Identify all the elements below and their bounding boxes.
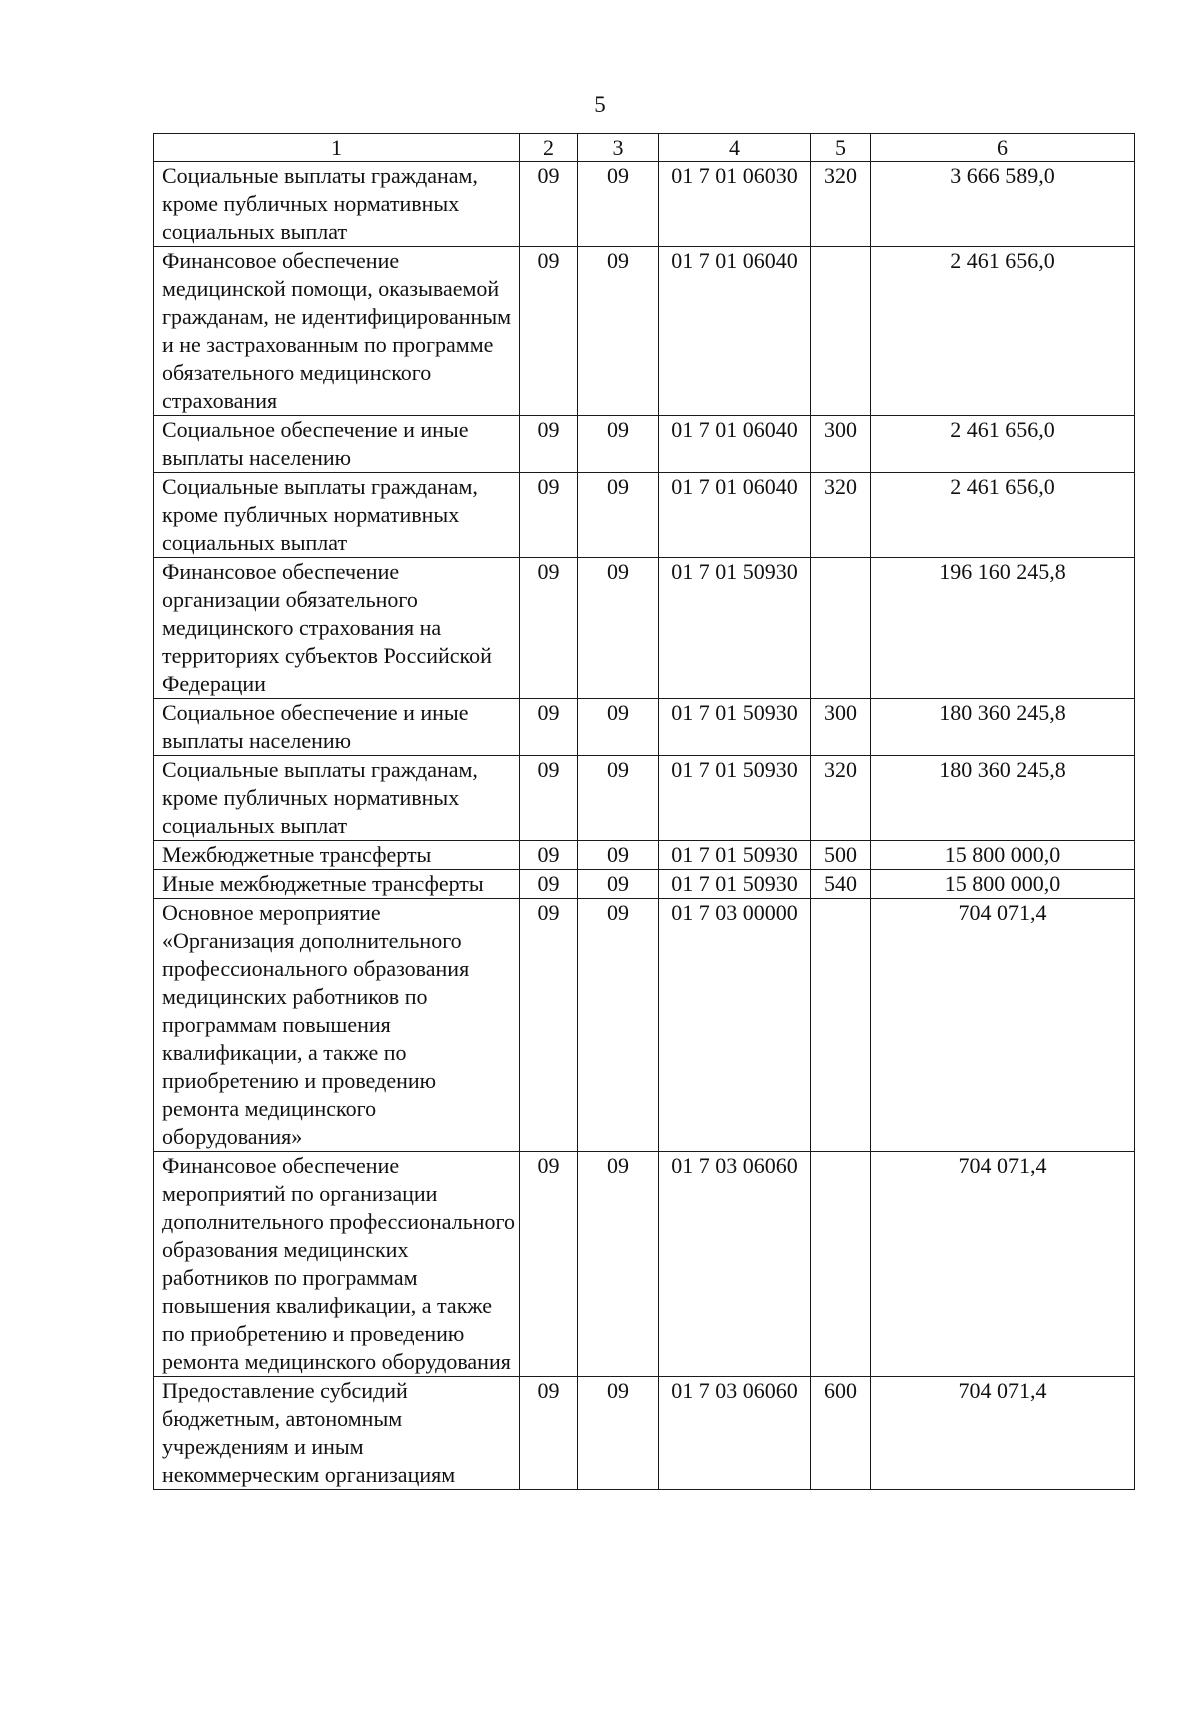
row-expense-type: [811, 899, 871, 1152]
row-amount: 180 360 245,8: [871, 756, 1135, 841]
row-amount: 3 666 589,0: [871, 162, 1135, 247]
row-target-code: 01 7 03 00000: [659, 899, 811, 1152]
table-row: [154, 699, 1135, 756]
row-amount: 180 360 245,8: [871, 699, 1135, 756]
table-row: [154, 841, 1135, 870]
row-section: 09: [520, 473, 578, 558]
table-row: [154, 416, 1135, 473]
row-name: Предоставление субсидий бюджетным, автономным учреждениям и иным некоммерческим организациям: [154, 1377, 520, 1490]
row-subsection: 09: [578, 1377, 659, 1490]
row-section: 09: [520, 558, 578, 699]
row-amount: 2 461 656,0: [871, 247, 1135, 416]
table-row: [154, 558, 1135, 699]
row-expense-type: [811, 558, 871, 699]
row-section: 09: [520, 1152, 578, 1377]
row-subsection: 09: [578, 162, 659, 247]
row-section: 09: [520, 756, 578, 841]
row-target-code: 01 7 01 50930: [659, 870, 811, 899]
row-expense-type: 300: [811, 416, 871, 473]
row-name: Основное мероприятие «Организация дополнительного профессионального образования медицинских работников по программам повышения квалификации, а также по приобретению и проведению ремонта медицинского оборудования»: [154, 899, 520, 1152]
row-amount: 2 461 656,0: [871, 473, 1135, 558]
column-header-4: 4: [659, 134, 811, 162]
table-header-row: [154, 134, 1135, 162]
budget-table: [153, 133, 1135, 1490]
row-section: 09: [520, 162, 578, 247]
row-target-code: 01 7 03 06060: [659, 1377, 811, 1490]
table-row: [154, 247, 1135, 416]
row-subsection: 09: [578, 247, 659, 416]
row-section: 09: [520, 247, 578, 416]
row-expense-type: 320: [811, 756, 871, 841]
row-name: Финансовое обеспечение мероприятий по организации дополнительного профессионального образования медицинских работников по программам повышения квалификации, а также по приобретению и проведению ремонта медицинского оборудования: [154, 1152, 520, 1377]
row-section: 09: [520, 699, 578, 756]
column-header-1: 1: [154, 134, 520, 162]
table-row: [154, 899, 1135, 1152]
row-subsection: 09: [578, 416, 659, 473]
row-subsection: 09: [578, 899, 659, 1152]
row-subsection: 09: [578, 870, 659, 899]
row-target-code: 01 7 01 50930: [659, 756, 811, 841]
row-amount: 196 160 245,8: [871, 558, 1135, 699]
row-name: Социальные выплаты гражданам, кроме публичных нормативных социальных выплат: [154, 756, 520, 841]
table-row: [154, 756, 1135, 841]
row-expense-type: 600: [811, 1377, 871, 1490]
row-subsection: 09: [578, 756, 659, 841]
table-row: [154, 162, 1135, 247]
row-expense-type: 320: [811, 162, 871, 247]
row-target-code: 01 7 01 06040: [659, 473, 811, 558]
row-name: Социальное обеспечение и иные выплаты населению: [154, 416, 520, 473]
row-section: 09: [520, 1377, 578, 1490]
row-expense-type: 320: [811, 473, 871, 558]
column-header-5: 5: [811, 134, 871, 162]
row-section: 09: [520, 416, 578, 473]
row-amount: 704 071,4: [871, 1152, 1135, 1377]
row-name: Иные межбюджетные трансферты: [154, 870, 520, 899]
row-target-code: 01 7 01 50930: [659, 699, 811, 756]
row-subsection: 09: [578, 841, 659, 870]
row-target-code: 01 7 01 50930: [659, 841, 811, 870]
row-target-code: 01 7 01 06040: [659, 416, 811, 473]
table-row: [154, 1377, 1135, 1490]
row-section: 09: [520, 870, 578, 899]
row-target-code: 01 7 01 50930: [659, 558, 811, 699]
row-section: 09: [520, 899, 578, 1152]
row-section: 09: [520, 841, 578, 870]
row-amount: 704 071,4: [871, 899, 1135, 1152]
row-expense-type: 500: [811, 841, 871, 870]
budget-table-container: [153, 133, 1134, 1490]
table-row: [154, 1152, 1135, 1377]
table-row: [154, 870, 1135, 899]
page-number: 5: [594, 92, 606, 117]
row-name: Социальное обеспечение и иные выплаты населению: [154, 699, 520, 756]
row-subsection: 09: [578, 558, 659, 699]
row-amount: 2 461 656,0: [871, 416, 1135, 473]
row-name: Социальные выплаты гражданам, кроме публичных нормативных социальных выплат: [154, 473, 520, 558]
row-amount: 15 800 000,0: [871, 870, 1135, 899]
column-header-6: 6: [871, 134, 1135, 162]
row-target-code: 01 7 01 06030: [659, 162, 811, 247]
row-name: Межбюджетные трансферты: [154, 841, 520, 870]
row-subsection: 09: [578, 1152, 659, 1377]
row-name: Финансовое обеспечение организации обязательного медицинского страхования на территориях субъектов Российской Федерации: [154, 558, 520, 699]
row-subsection: 09: [578, 473, 659, 558]
row-amount: 15 800 000,0: [871, 841, 1135, 870]
row-name: Социальные выплаты гражданам, кроме публичных нормативных социальных выплат: [154, 162, 520, 247]
row-expense-type: [811, 1152, 871, 1377]
row-expense-type: 540: [811, 870, 871, 899]
row-expense-type: [811, 247, 871, 416]
row-expense-type: 300: [811, 699, 871, 756]
row-subsection: 09: [578, 699, 659, 756]
row-target-code: 01 7 03 06060: [659, 1152, 811, 1377]
table-row: [154, 473, 1135, 558]
row-target-code: 01 7 01 06040: [659, 247, 811, 416]
column-header-2: 2: [520, 134, 578, 162]
column-header-3: 3: [578, 134, 659, 162]
row-name: Финансовое обеспечение медицинской помощи, оказываемой гражданам, не идентифицированным и не застрахованным по программе обязательного медицинского страхования: [154, 247, 520, 416]
row-amount: 704 071,4: [871, 1377, 1135, 1490]
